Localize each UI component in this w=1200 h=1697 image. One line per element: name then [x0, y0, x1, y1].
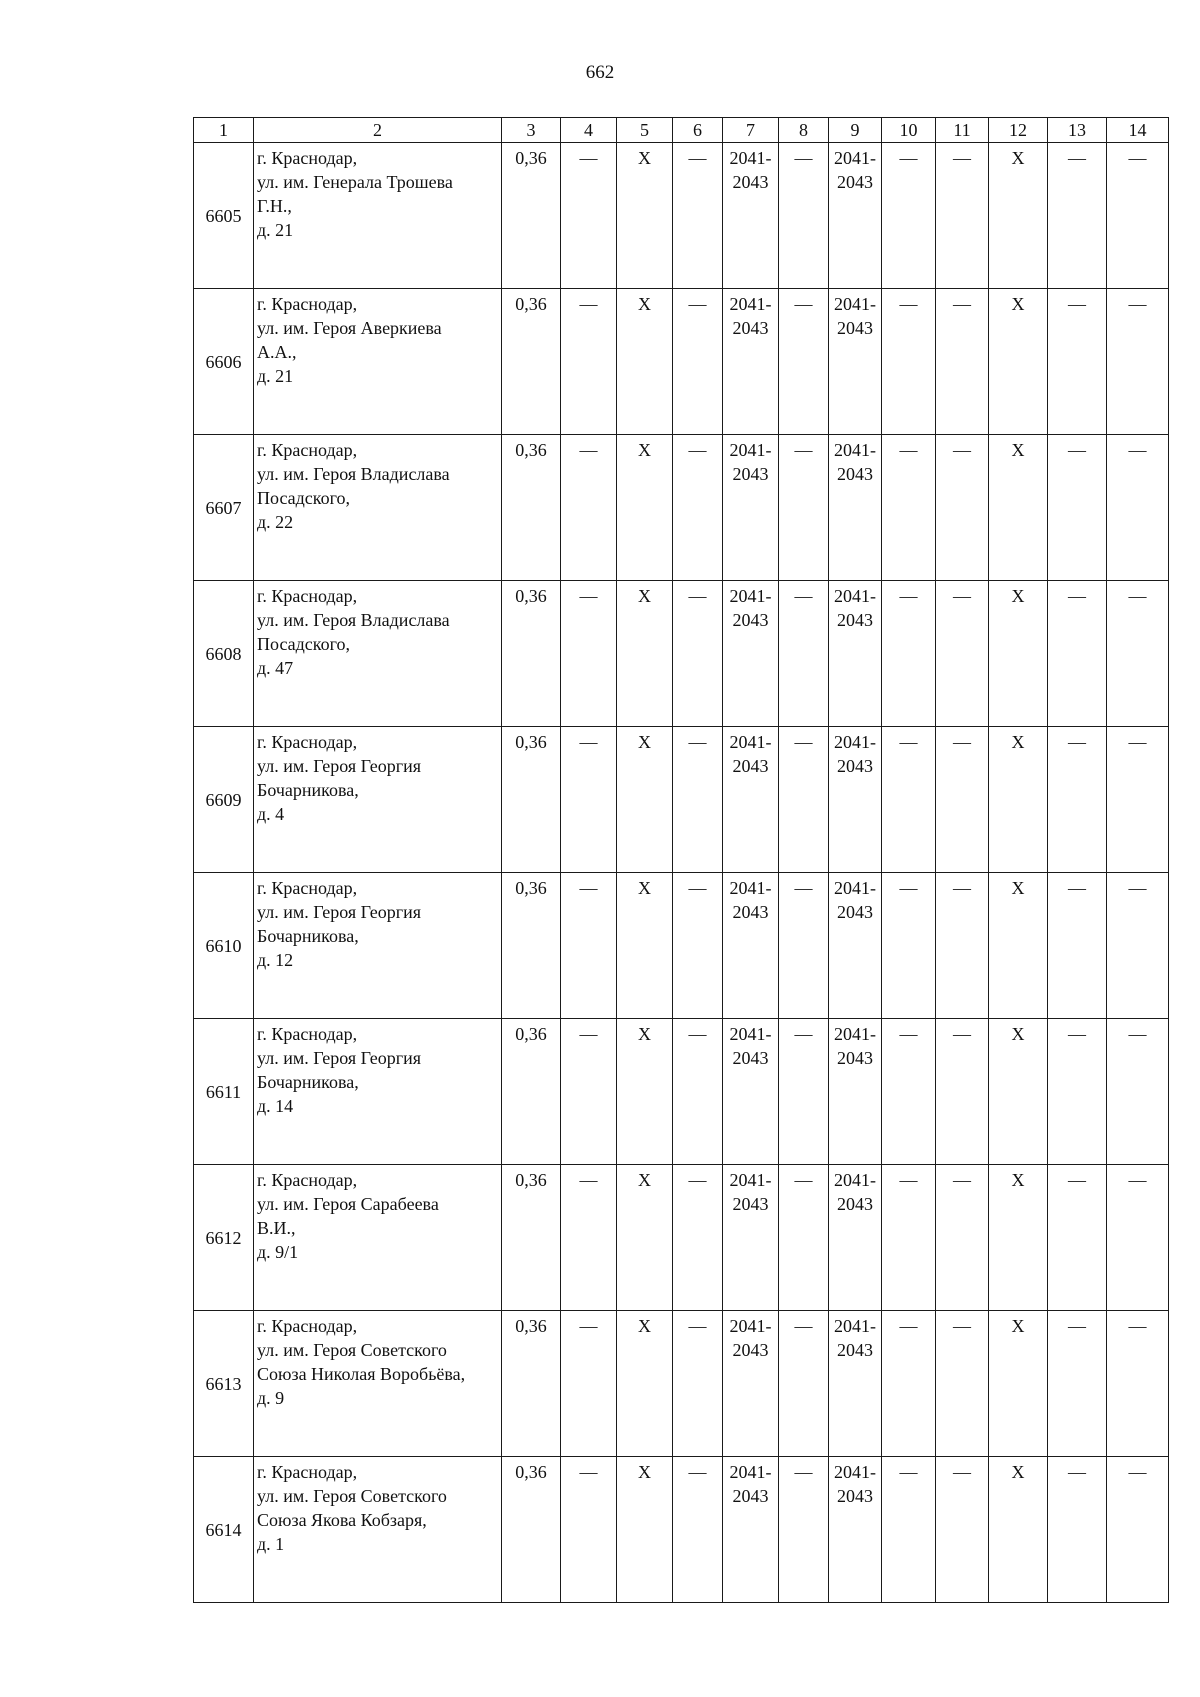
table-row [194, 435, 1169, 581]
cell-value: 0,36 [502, 143, 561, 289]
address-line: А.А., [257, 342, 297, 362]
cell-dash: — [1107, 289, 1169, 435]
cell-dash: — [561, 143, 617, 289]
address-line: ул. им. Героя Аверкиева [257, 318, 442, 338]
table-row [194, 289, 1169, 435]
cell-dash: — [882, 581, 936, 727]
address-line: ул. им. Героя Советского [257, 1486, 447, 1506]
column-header: 7 [723, 118, 779, 143]
period-end: 2043 [837, 1048, 873, 1068]
register-table [193, 117, 1169, 1603]
cell-period [829, 1457, 882, 1603]
period-end: 2043 [837, 756, 873, 776]
address-cell [254, 581, 502, 727]
cell-period [723, 1165, 779, 1311]
column-header: 1 [194, 118, 254, 143]
address-line: д. 22 [257, 512, 294, 532]
cell-dash: — [1107, 435, 1169, 581]
cell-dash: — [936, 1019, 989, 1165]
address-cell [254, 1311, 502, 1457]
cell-period [829, 289, 882, 435]
row-number: 6607 [194, 435, 254, 581]
cell-dash: — [1107, 1019, 1169, 1165]
cell-dash: — [779, 1019, 829, 1165]
cell-dash: — [1048, 289, 1107, 435]
cell-dash: — [936, 873, 989, 1019]
cell-value: 0,36 [502, 581, 561, 727]
cell-dash: — [561, 1019, 617, 1165]
cell-dash: — [1107, 1311, 1169, 1457]
row-number: 6614 [194, 1457, 254, 1603]
cell-dash: — [779, 435, 829, 581]
address-line: Посадского, [257, 634, 351, 654]
cell-dash: — [561, 873, 617, 1019]
address-cell [254, 727, 502, 873]
table-row [194, 873, 1169, 1019]
cell-mark: Х [989, 1457, 1048, 1603]
column-header: 10 [882, 118, 936, 143]
cell-mark: Х [617, 435, 673, 581]
table-row [194, 1311, 1169, 1457]
cell-dash: — [936, 289, 989, 435]
cell-value: 0,36 [502, 727, 561, 873]
cell-mark: Х [989, 873, 1048, 1019]
cell-mark: Х [989, 1165, 1048, 1311]
cell-dash: — [561, 1311, 617, 1457]
address-line: г. Краснодар, [257, 732, 358, 752]
cell-dash: — [882, 289, 936, 435]
cell-dash: — [673, 1019, 723, 1165]
cell-dash: — [673, 1457, 723, 1603]
cell-period [829, 581, 882, 727]
address-line: ул. им. Героя Сарабеева [257, 1194, 439, 1214]
cell-dash: — [779, 1311, 829, 1457]
cell-dash: — [882, 1165, 936, 1311]
cell-dash: — [1107, 581, 1169, 727]
period-start: 2041- [729, 1462, 772, 1482]
cell-dash: — [1107, 873, 1169, 1019]
address-line: Союза Николая Воробьёва, [257, 1364, 466, 1384]
cell-dash: — [561, 581, 617, 727]
address-line: Бочарникова, [257, 926, 359, 946]
cell-dash: — [882, 1019, 936, 1165]
cell-dash: — [673, 727, 723, 873]
table-row [194, 581, 1169, 727]
period-start: 2041- [729, 586, 772, 606]
row-number: 6613 [194, 1311, 254, 1457]
period-start: 2041- [834, 1170, 876, 1190]
period-start: 2041- [834, 1316, 876, 1336]
period-start: 2041- [834, 148, 876, 168]
period-start: 2041- [729, 294, 772, 314]
period-start: 2041- [834, 1024, 876, 1044]
address-line: д. 12 [257, 950, 294, 970]
cell-dash: — [936, 1311, 989, 1457]
cell-dash: — [882, 873, 936, 1019]
address-line: Посадского, [257, 488, 351, 508]
column-header: 3 [502, 118, 561, 143]
cell-mark: Х [617, 581, 673, 727]
row-number: 6612 [194, 1165, 254, 1311]
cell-value: 0,36 [502, 1457, 561, 1603]
address-line: д. 9 [257, 1388, 285, 1408]
cell-dash: — [882, 1311, 936, 1457]
period-start: 2041- [834, 294, 876, 314]
cell-mark: Х [617, 727, 673, 873]
cell-value: 0,36 [502, 1019, 561, 1165]
address-line: г. Краснодар, [257, 878, 358, 898]
period-start: 2041- [729, 1170, 772, 1190]
period-end: 2043 [837, 172, 873, 192]
period-end: 2043 [732, 1340, 769, 1360]
column-header: 6 [673, 118, 723, 143]
address-line: ул. им. Героя Владислава [257, 464, 450, 484]
period-end: 2043 [732, 172, 769, 192]
table-header [194, 118, 1169, 143]
address-line: д. 4 [257, 804, 285, 824]
address-line: г. Краснодар, [257, 1462, 358, 1482]
period-end: 2043 [837, 1340, 873, 1360]
cell-dash: — [561, 289, 617, 435]
period-end: 2043 [837, 902, 873, 922]
page-number: 662 [585, 62, 615, 83]
column-header: 2 [254, 118, 502, 143]
period-start: 2041- [834, 1462, 876, 1482]
cell-period [829, 1311, 882, 1457]
cell-dash: — [1048, 873, 1107, 1019]
column-header: 8 [779, 118, 829, 143]
row-number: 6610 [194, 873, 254, 1019]
cell-dash: — [779, 873, 829, 1019]
column-header: 4 [561, 118, 617, 143]
address-line: д. 21 [257, 220, 294, 240]
period-start: 2041- [729, 878, 772, 898]
cell-value: 0,36 [502, 1311, 561, 1457]
address-line: г. Краснодар, [257, 148, 358, 168]
cell-dash: — [1048, 1457, 1107, 1603]
cell-mark: Х [617, 143, 673, 289]
address-line: г. Краснодар, [257, 1024, 358, 1044]
cell-mark: Х [617, 1457, 673, 1603]
period-start: 2041- [729, 148, 772, 168]
row-number: 6611 [194, 1019, 254, 1165]
period-end: 2043 [837, 1194, 873, 1214]
address-line: Союза Якова Кобзаря, [257, 1510, 427, 1530]
cell-dash: — [882, 1457, 936, 1603]
header-row [194, 118, 1169, 143]
cell-dash: — [882, 143, 936, 289]
address-cell [254, 289, 502, 435]
cell-mark: Х [989, 143, 1048, 289]
address-line: ул. им. Героя Советского [257, 1340, 447, 1360]
cell-dash: — [779, 1457, 829, 1603]
cell-period [723, 1311, 779, 1457]
cell-dash: — [1107, 727, 1169, 873]
cell-value: 0,36 [502, 873, 561, 1019]
row-number: 6608 [194, 581, 254, 727]
period-end: 2043 [732, 1486, 769, 1506]
row-number: 6606 [194, 289, 254, 435]
cell-period [723, 727, 779, 873]
address-line: Бочарникова, [257, 780, 359, 800]
column-header: 12 [989, 118, 1048, 143]
period-start: 2041- [729, 1024, 772, 1044]
period-start: 2041- [834, 440, 876, 460]
address-line: ул. им. Героя Георгия [257, 1048, 421, 1068]
cell-period [829, 435, 882, 581]
address-line: ул. им. Героя Георгия [257, 902, 421, 922]
cell-dash: — [936, 581, 989, 727]
address-line: д. 1 [257, 1534, 285, 1554]
cell-dash: — [1107, 1165, 1169, 1311]
period-end: 2043 [732, 1048, 769, 1068]
row-number: 6609 [194, 727, 254, 873]
period-start: 2041- [834, 878, 876, 898]
column-header: 5 [617, 118, 673, 143]
address-line: В.И., [257, 1218, 296, 1238]
cell-dash: — [779, 143, 829, 289]
cell-dash: — [673, 143, 723, 289]
address-line: д. 9/1 [257, 1242, 299, 1262]
cell-dash: — [779, 581, 829, 727]
cell-value: 0,36 [502, 1165, 561, 1311]
period-end: 2043 [837, 610, 873, 630]
cell-period [829, 727, 882, 873]
address-line: д. 47 [257, 658, 294, 678]
cell-dash: — [1107, 143, 1169, 289]
address-line: ул. им. Героя Георгия [257, 756, 421, 776]
period-start: 2041- [729, 440, 772, 460]
table-row [194, 1165, 1169, 1311]
cell-period [723, 1019, 779, 1165]
cell-dash: — [882, 435, 936, 581]
column-header: 11 [936, 118, 989, 143]
cell-mark: Х [617, 1165, 673, 1311]
period-start: 2041- [729, 1316, 772, 1336]
address-line: г. Краснодар, [257, 1316, 358, 1336]
address-line: г. Краснодар, [257, 294, 358, 314]
cell-value: 0,36 [502, 435, 561, 581]
cell-period [723, 873, 779, 1019]
address-line: ул. им. Героя Владислава [257, 610, 450, 630]
cell-value: 0,36 [502, 289, 561, 435]
cell-mark: Х [989, 581, 1048, 727]
cell-period [829, 143, 882, 289]
period-end: 2043 [732, 756, 769, 776]
cell-dash: — [1048, 581, 1107, 727]
period-end: 2043 [732, 318, 769, 338]
cell-dash: — [1048, 727, 1107, 873]
cell-dash: — [936, 727, 989, 873]
address-line: д. 14 [257, 1096, 294, 1116]
period-start: 2041- [834, 732, 876, 752]
cell-period [723, 143, 779, 289]
cell-dash: — [936, 143, 989, 289]
cell-dash: — [561, 435, 617, 581]
cell-mark: Х [617, 289, 673, 435]
table-row [194, 143, 1169, 289]
cell-period [829, 1165, 882, 1311]
cell-dash: — [561, 1457, 617, 1603]
cell-dash: — [779, 1165, 829, 1311]
address-cell [254, 873, 502, 1019]
cell-dash: — [882, 727, 936, 873]
table-row [194, 1457, 1169, 1603]
cell-dash: — [1048, 435, 1107, 581]
cell-dash: — [1048, 1019, 1107, 1165]
cell-dash: — [779, 727, 829, 873]
cell-mark: Х [989, 1019, 1048, 1165]
cell-period [723, 289, 779, 435]
cell-dash: — [936, 1457, 989, 1603]
cell-dash: — [936, 435, 989, 581]
period-end: 2043 [837, 464, 873, 484]
cell-dash: — [673, 435, 723, 581]
cell-dash: — [673, 1165, 723, 1311]
cell-dash: — [1107, 1457, 1169, 1603]
cell-dash: — [673, 581, 723, 727]
address-cell [254, 1019, 502, 1165]
cell-mark: Х [989, 435, 1048, 581]
table-row [194, 1019, 1169, 1165]
cell-dash: — [673, 873, 723, 1019]
table-row [194, 727, 1169, 873]
cell-mark: Х [989, 289, 1048, 435]
cell-period [723, 581, 779, 727]
address-line: д. 21 [257, 366, 294, 386]
address-cell [254, 143, 502, 289]
column-header: 9 [829, 118, 882, 143]
cell-period [829, 873, 882, 1019]
cell-mark: Х [989, 1311, 1048, 1457]
cell-period [829, 1019, 882, 1165]
address-cell [254, 1457, 502, 1603]
address-line: г. Краснодар, [257, 440, 358, 460]
cell-dash: — [1048, 1165, 1107, 1311]
column-header: 14 [1107, 118, 1169, 143]
address-cell [254, 1165, 502, 1311]
period-start: 2041- [834, 586, 876, 606]
cell-mark: Х [617, 1019, 673, 1165]
period-end: 2043 [732, 902, 769, 922]
period-start: 2041- [729, 732, 772, 752]
row-number: 6605 [194, 143, 254, 289]
cell-dash: — [936, 1165, 989, 1311]
cell-mark: Х [617, 873, 673, 1019]
cell-period [723, 435, 779, 581]
period-end: 2043 [837, 1486, 873, 1506]
cell-dash: — [561, 727, 617, 873]
cell-mark: Х [617, 1311, 673, 1457]
period-end: 2043 [732, 464, 769, 484]
period-end: 2043 [732, 610, 769, 630]
address-line: ул. им. Генерала Трошева [257, 172, 453, 192]
cell-dash: — [673, 289, 723, 435]
address-line: г. Краснодар, [257, 586, 358, 606]
address-line: Бочарникова, [257, 1072, 359, 1092]
cell-dash: — [1048, 1311, 1107, 1457]
address-line: г. Краснодар, [257, 1170, 358, 1190]
cell-mark: Х [989, 727, 1048, 873]
cell-period [723, 1457, 779, 1603]
address-cell [254, 435, 502, 581]
cell-dash: — [779, 289, 829, 435]
table-body [194, 143, 1169, 1603]
cell-dash: — [561, 1165, 617, 1311]
address-line: Г.Н., [257, 196, 292, 216]
period-end: 2043 [732, 1194, 769, 1214]
cell-dash: — [673, 1311, 723, 1457]
cell-dash: — [1048, 143, 1107, 289]
period-end: 2043 [837, 318, 873, 338]
column-header: 13 [1048, 118, 1107, 143]
